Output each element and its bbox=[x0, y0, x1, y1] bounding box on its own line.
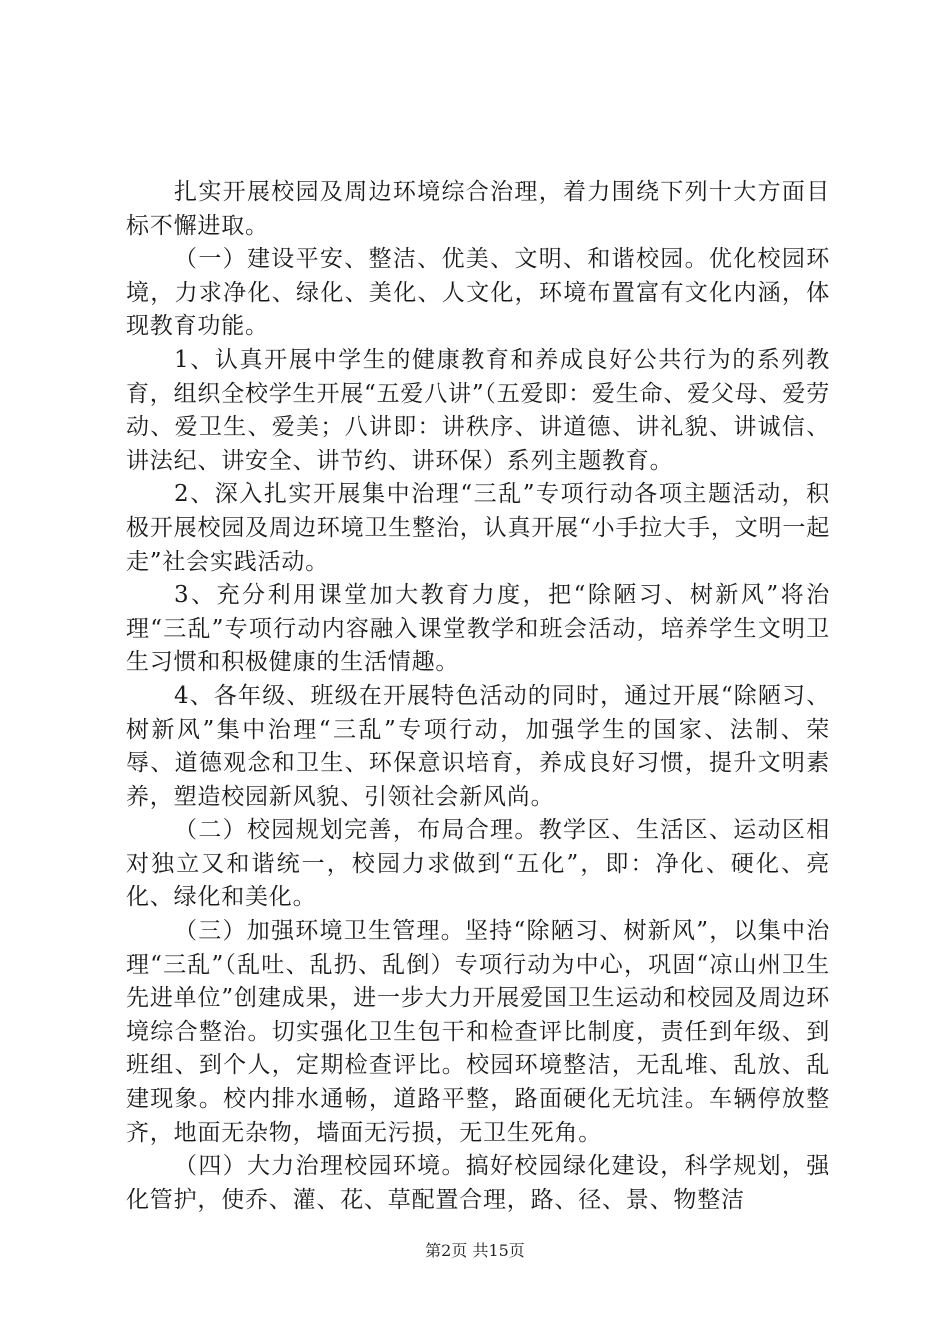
section-heading-paragraph: （二）校园规划完善，布局合理。教学区、生活区、运动区相对独立又和谐统一，校园力求做到“五化”，即：净化、硬化、亮化、绿化和美化。 bbox=[126, 817, 830, 911]
document-body bbox=[126, 176, 830, 1217]
page-number-footer: 第2页 共15页 bbox=[425, 1241, 525, 1260]
section-heading-paragraph: （一）建设平安、整洁、优美、文明、和谐校园。优化校园环境，力求净化、绿化、美化、人文化，环境布置富有文化内涵，体现教育功能。 bbox=[126, 246, 830, 340]
section-heading-paragraph: （四）大力治理校园环境。搞好校园绿化建设，科学规划，强化管护，使乔、灌、花、草配置合理，路、径、景、物整洁 bbox=[126, 1153, 830, 1213]
paragraph: 3、充分利用课堂加大教育力度，把“除陋习、树新风”将治理“三乱”专项行动内容融入课堂教学和班会活动，培养学生文明卫生习惯和积极健康的生活情趣。 bbox=[126, 582, 830, 676]
paragraph: 扎实开展校园及周边环境综合治理，着力围绕下列十大方面目标不懈进取。 bbox=[126, 179, 830, 239]
section-heading-paragraph: （三）加强环境卫生管理。坚持“除陋习、树新风”，以集中治理“三乱”（乱吐、乱扔、乱倒）专项行动为中心，巩固“凉山州卫生先进单位”创建成果，进一步大力开展爱国卫生运动和校园及周边环境综合整治。切实强化卫生包干和检查评比制度，责任到年级、到班组、到个人，定期检查评比。校园环境整洁，无乱堆、乱放、乱建现象。校内排水通畅，道路平整，路面硬化无坑洼。车辆停放整齐，地面无杂物，墙面无污损，无卫生死角。 bbox=[126, 918, 830, 1146]
paragraph: 1、认真开展中学生的健康教育和养成良好公共行为的系列教育，组织全校学生开展“五爱八讲”（五爱即：爱生命、爱父母、爱劳动、爱卫生、爱美；八讲即：讲秩序、讲道德、讲礼貌、讲诚信、讲法纪、讲安全、讲节约、讲环保）系列主题教育。 bbox=[126, 346, 830, 474]
paragraph: 4、各年级、班级在开展特色活动的同时，通过开展“除陋习、树新风”集中治理“三乱”专项行动，加强学生的国家、法制、荣辱、道德观念和卫生、环保意识培育，养成良好习惯，提升文明素养，塑造校园新风貌、引领社会新风尚。 bbox=[126, 682, 830, 810]
paragraph: 2、深入扎实开展集中治理“三乱”专项行动各项主题活动，积极开展校园及周边环境卫生整治，认真开展“小手拉大手，文明一起走”社会实践活动。 bbox=[126, 481, 830, 575]
